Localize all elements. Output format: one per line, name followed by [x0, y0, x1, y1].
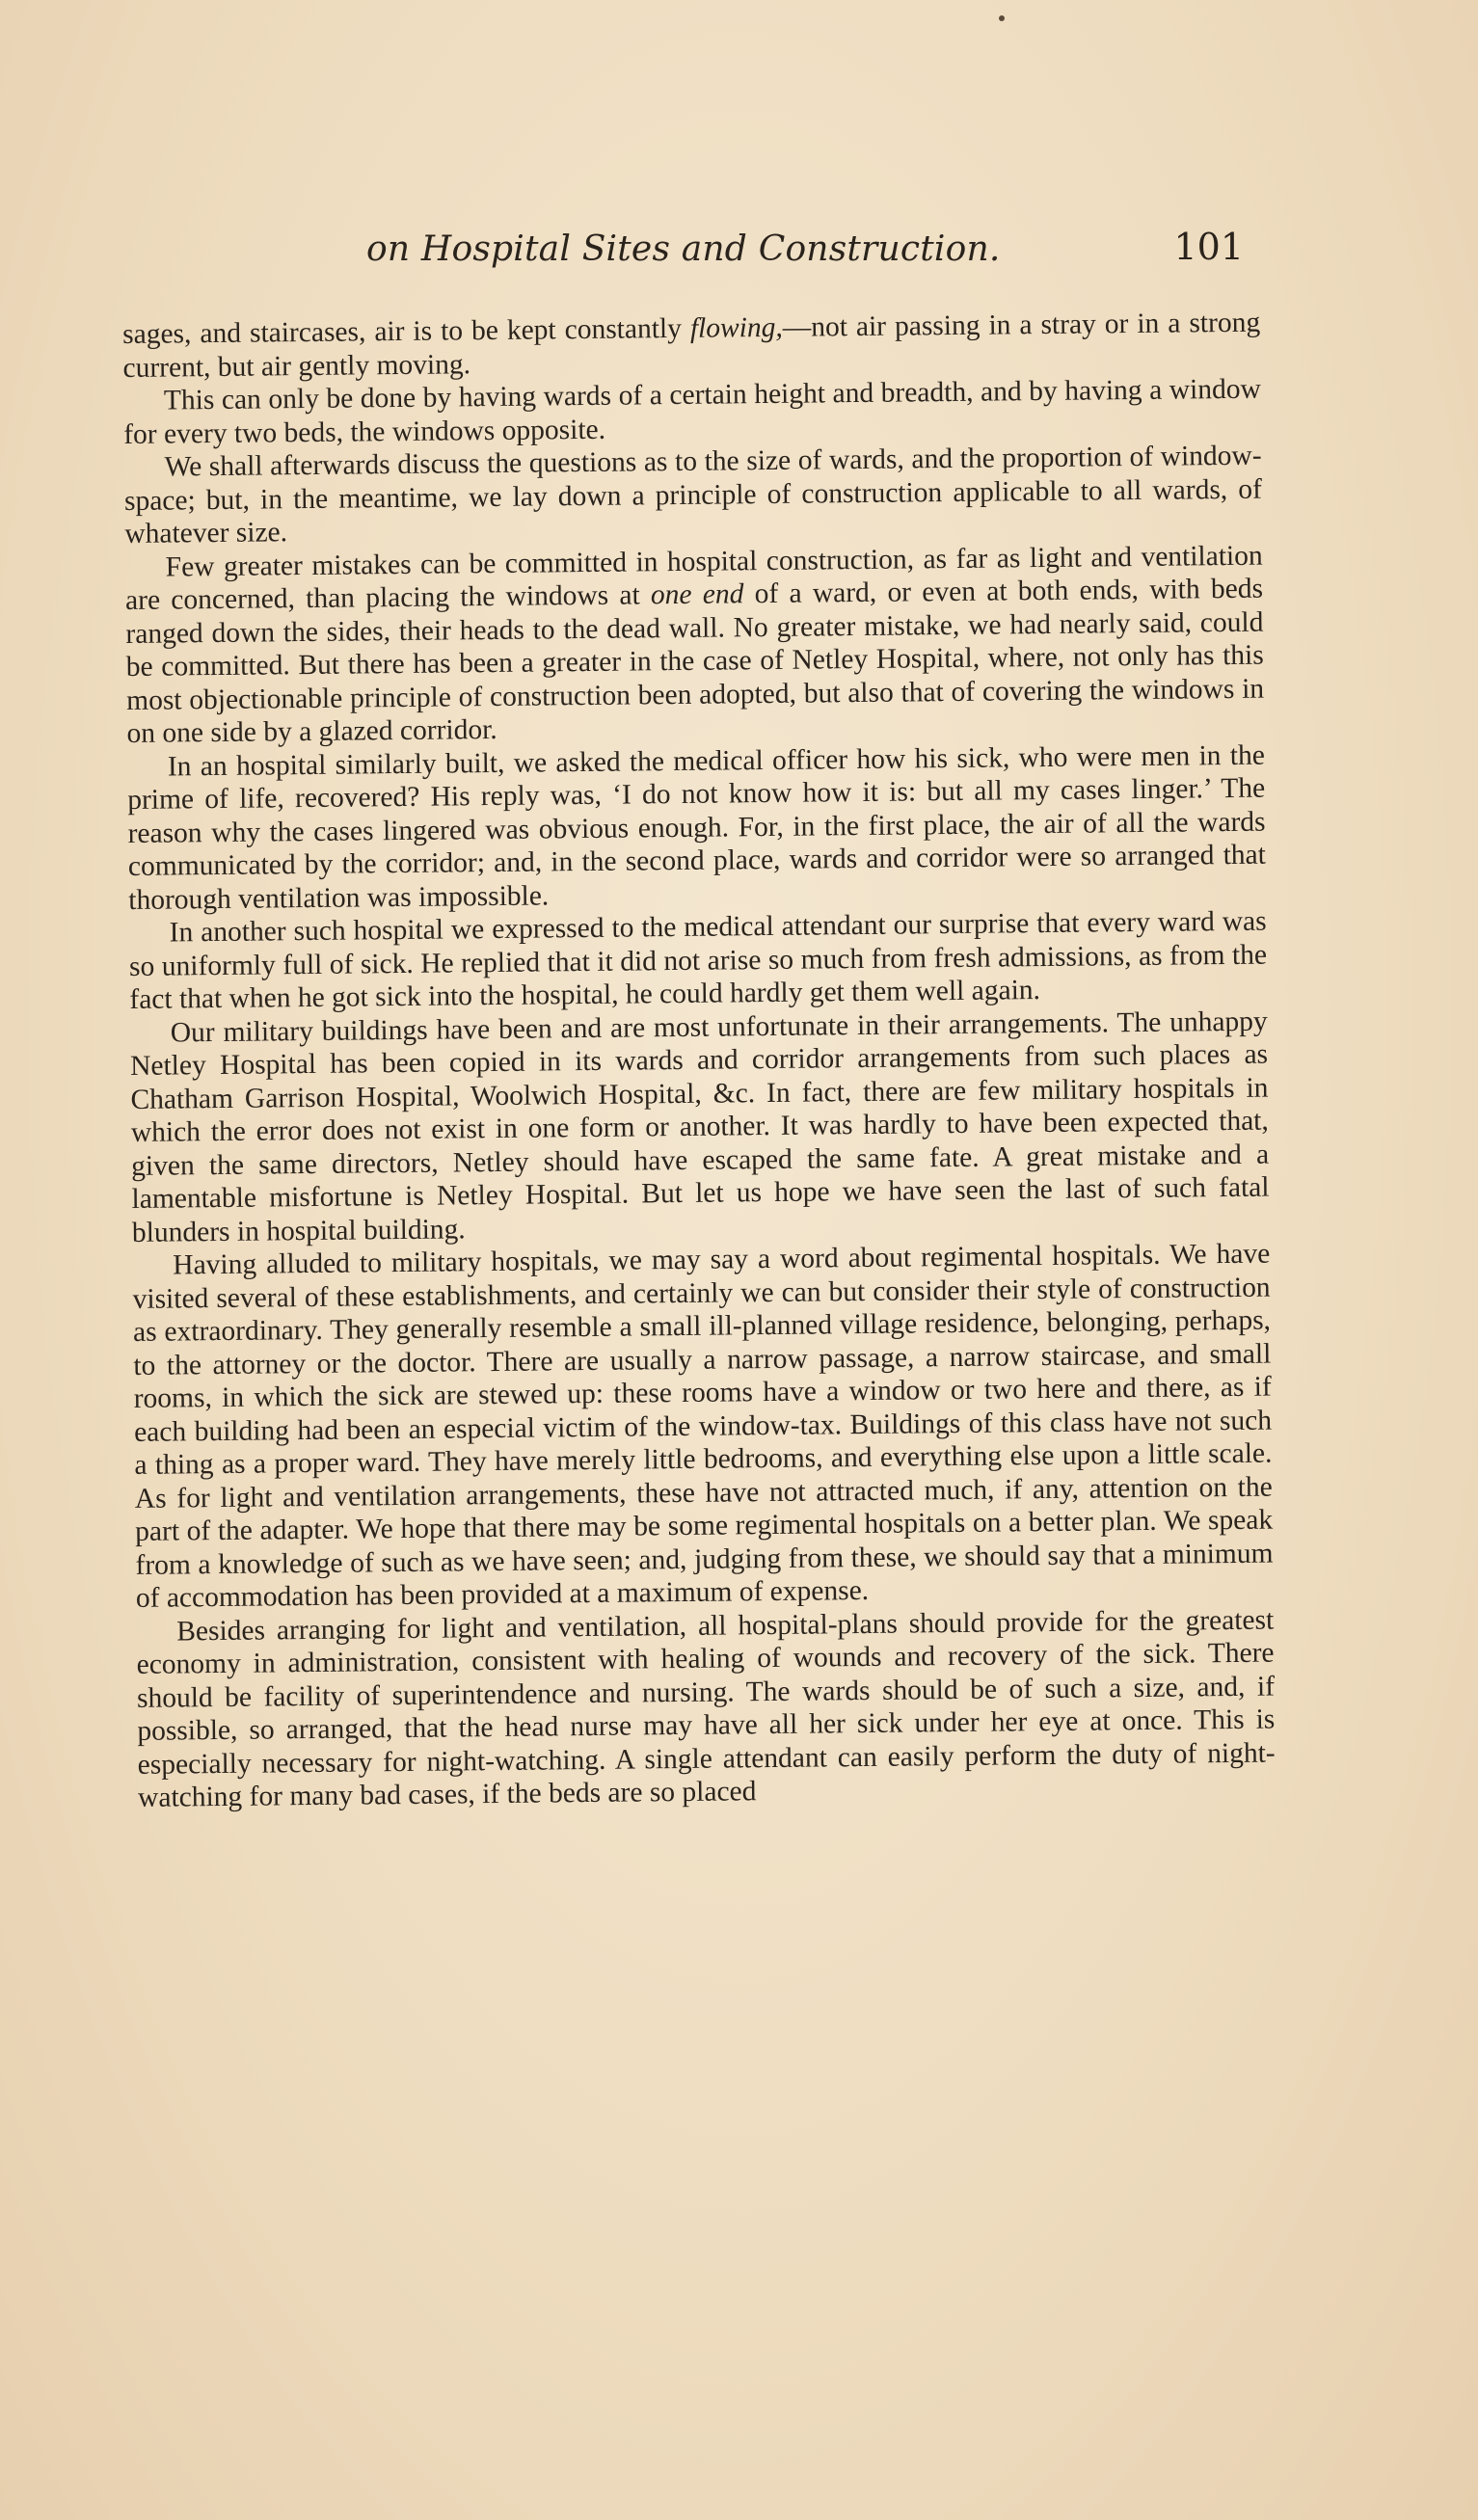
paragraph-6: In another such hospital we expressed to the medical attendant our surprise that every ward was so uniformly full of sick. He replied that it did not arise so much from fresh admissions, as from the fact that when he got sick into the hospital, he could hardly get them well again.: [128, 905, 1268, 1015]
paragraph-2: This can only be done by having wards of a certain height and breadth, and by having a window for every two beds, the windows opposite.: [123, 373, 1262, 450]
paragraph-8: Having alluded to military hospitals, we may say a word about regimental hospitals. We have visited several of these establishments, and certainly we can but consider their style of construction as extraordinary. They generally resemble a small ill-planned village residence, belonging, perhaps, to the attorney or the doctor. There are usually a narrow passage, a narrow staircase, and small rooms, in which the sick are stewed up: these rooms have a window or two here and there, as if each building had been an especial victim of the window-tax. Buildings of this class have not such a thing as a proper ward. They have merely little bedrooms, and everything else upon a little scale. As for light and ventilation arrangements, these have not attracted much, if any, attention on the part of the adapter. We hope that there may be some regimental hospitals on a better plan. We speak from a knowledge of such as we have seen; and, judging from these, we should say that a minimum of accommodation has been provided at a maximum of expense.: [132, 1238, 1274, 1614]
paragraph-1-text-a: sages, and staircases, air is to be kept constantly: [122, 312, 691, 350]
paragraph-4-text-a: Few greater mistakes can be committed in hospital construction, as far as light and ventilation are concerned, than placing the windows at: [124, 540, 1263, 616]
paragraph-1-text-b: —not air passing in a stray or in a strong current, but air gently moving.: [122, 307, 1261, 384]
body-text: [122, 307, 1276, 1815]
paragraph-4-text-b: of a ward, or even at both ends, with beds ranged down the sides, their heads to the dead wall. No greater mistake, we had nearly said, could be committed. But there has been a greater in the case of Netley Hospital, where, not only has this most objectionable principle of construction been adopted, but also that of covering the windows in on one side by a glazed corridor.: [125, 573, 1265, 749]
paragraph-3: We shall afterwards discuss the questions as to the size of wards, and the proportion of window-space; but, in the meantime, we lay down a principle of construction applicable to all wards, of whatever size.: [123, 440, 1263, 550]
ink-speck: [999, 15, 1005, 21]
running-title: on Hospital Sites and Construction.: [366, 229, 1001, 269]
paragraph-4-emphasis: one end: [650, 578, 744, 611]
paragraph-1: [122, 307, 1261, 385]
paragraph-7: Our military buildings have been and are most unfortunate in their arrangements. The unhappy Netley Hospital has been copied in its wards and corridor arrangements from such places as Chatham Garrison Hospital, Woolwich Hospital, &c. In fact, there are few military hospitals in which the error does not exist in one form or another. It was hardly to have been expected that, given the same directors, Netley should have escaped the same fate. A great mistake and a lamentable misfortune is Netley Hospital. But let us hope we have seen the last of such fatal blunders in hospital building.: [129, 1005, 1270, 1248]
paragraph-1-emphasis: flowing,: [689, 311, 783, 344]
paragraph-5: In an hospital similarly built, we asked the medical officer how his sick, who were men in the prime of life, recovered? His reply was, ‘I do not know how it is: but all my cases linger.’ The reason why the cases lingered was obvious enough. For, in the first place, the air of all the wards communicated by the corridor; and, in the second place, wards and corridor were so arranged that thorough ventilation was impossible.: [127, 739, 1267, 916]
paragraph-4: [125, 539, 1265, 750]
page-number: 101: [1173, 226, 1244, 268]
page-header: [366, 226, 1244, 287]
paragraph-9: Besides arranging for light and ventilation, all hospital-plans should provide for the greatest economy in administration, consistent with healing of wounds and recovery of the sick. There should be facility of superintendence and nursing. The wards should be of such a size, and, if possible, so arranged, that the head nurse may have all her sick under her eye at once. This is especially necessary for night-watching. A single attendant can easily perform the duty of night-watching for many bad cases, if the beds are so placed: [136, 1604, 1276, 1813]
